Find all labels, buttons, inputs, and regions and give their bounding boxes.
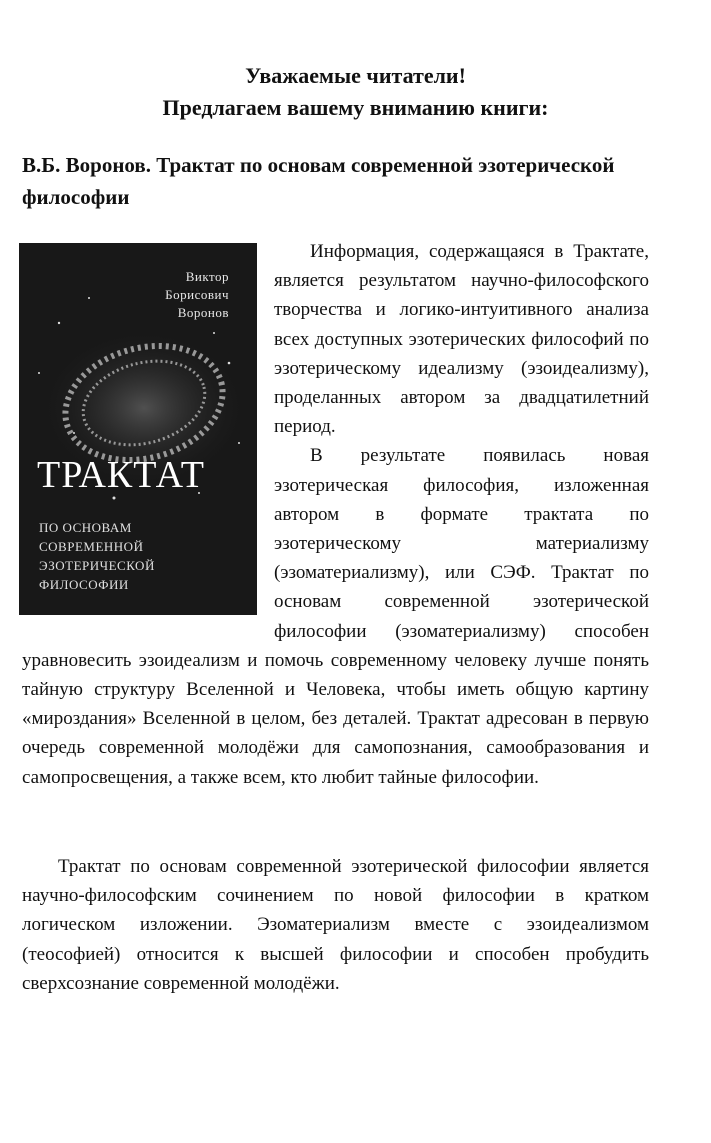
cover-subtitle-line: СОВРЕМЕННОЙ: [39, 539, 144, 554]
author-first-name: Виктор: [185, 269, 229, 284]
book-heading: В.Б. Воронов. Трактат по основам современной эзотерической философии: [22, 153, 615, 209]
description-text: [22, 237, 649, 792]
cover-title: ТРАКТАТ: [37, 454, 205, 496]
author-patronymic: Борисович: [165, 287, 229, 302]
greeting-line: Уважаемые читатели!: [245, 63, 466, 88]
cover-subtitle-line: ПО ОСНОВАМ: [39, 520, 132, 535]
offer-line: Предлагаем вашему вниманию книги:: [162, 95, 549, 120]
author-last-name: Воронов: [177, 305, 229, 320]
cover-subtitle-line: ФИЛОСОФИИ: [39, 577, 129, 592]
greeting-header: [0, 60, 711, 124]
cover-subtitle-line: ЭЗОТЕРИЧЕСКОЙ: [39, 558, 155, 573]
cover-float-space: [22, 237, 274, 627]
paragraph-1: Информация, содержащаяся в Трактате, является результатом научно-философского творчества и логико-интуитивного анализа всех доступных эзотерических философий по эзотерическому идеализму (эзоидеализму), проделанных автором за двадцатилетний период.: [274, 241, 649, 438]
paragraph-3: Трактат по основам современной эзотерической философии является научно-философским сочинением по новой философии в кратком логическом изложении. Эзоматериализм вместе с эзоидеализмом (теософией) относится к высшей философии и способен пробудить сверхсознание современной молодёжи.: [22, 856, 649, 994]
paragraph-2: В результате появилась новая эзотерическая философия, изложенная автором в формате трактата по эзотерическому материализму (эзоматериализму), или СЭФ. Трактат по основам современной эзотерической философии (эзоматериализму) способен уравновесить эзоидеализм и помочь современному человеку лучше понять тайную структуру Вселенной и Человека, чтобы иметь общую картину «мироздания» Вселенной в целом, без деталей. Трактат адресован в первую очередь современной молодёжи для самопознания, самообразования и самопросвещения, а также всем, кто любит тайные философии.: [22, 445, 649, 788]
